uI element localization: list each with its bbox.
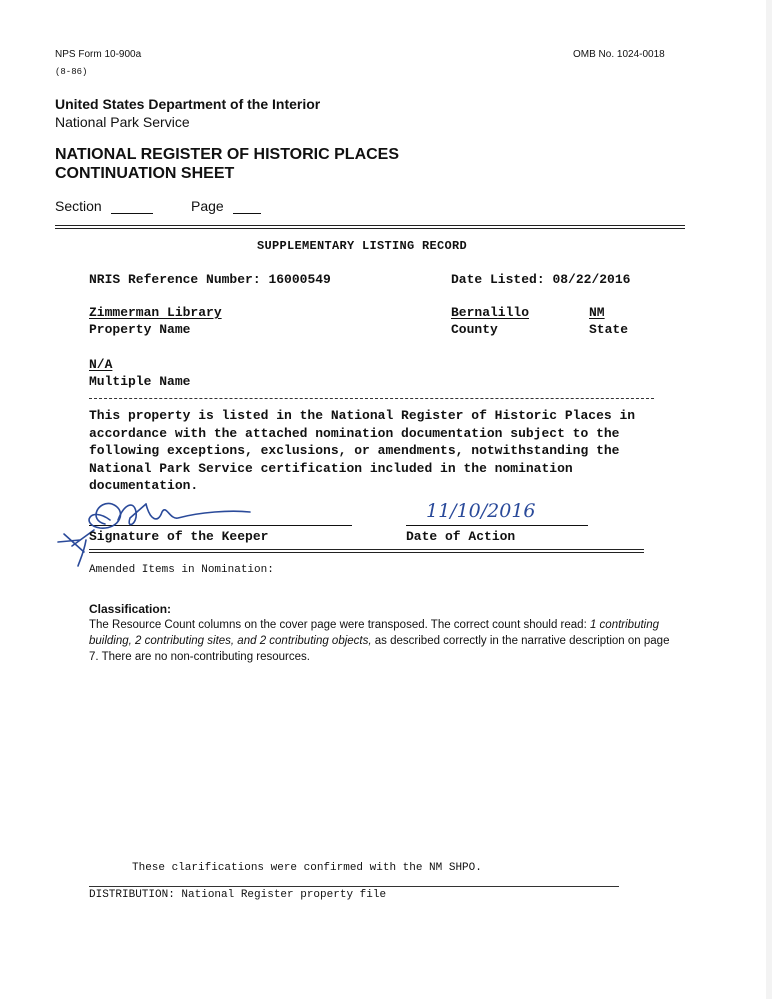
date-listed-value: 08/22/2016: [552, 272, 631, 287]
state-value: NM: [589, 305, 605, 320]
header-divider: [55, 225, 685, 229]
classification-italic-text: 1 contributing: [589, 619, 660, 631]
statement-divider: [89, 398, 654, 399]
record-heading: SUPPLEMENTARY LISTING RECORD: [257, 239, 468, 253]
property-name-value: Zimmerman Library: [89, 305, 222, 320]
classification-line: [89, 617, 669, 633]
department-name: United States Department of the Interior: [55, 96, 321, 112]
form-date: (8-86): [55, 67, 88, 77]
classification-line-text: as described correctly in the narrative description on page: [374, 635, 670, 647]
section-blank: [111, 213, 153, 214]
record-divider: [89, 549, 644, 553]
page-label: Page: [191, 198, 224, 214]
multiple-name-label: Multiple Name: [89, 374, 191, 389]
register-title: NATIONAL REGISTER OF HISTORIC PLACES: [55, 146, 400, 163]
date-of-action-label: Date of Action: [406, 529, 516, 544]
page-edge: [766, 0, 772, 999]
section-label: Section: [55, 198, 102, 214]
statement-line: National Park Service certification included in the nomination: [89, 460, 573, 476]
amended-items-label: Amended Items in Nomination:: [89, 564, 274, 576]
nris-value: 16000549: [268, 272, 331, 287]
date-listed: [451, 272, 630, 287]
statement-line: accordance with the attached nomination documentation subject to the: [89, 425, 620, 441]
classification-italic-text: building, 2 contributing sites, and 2 contributing objects,: [89, 635, 372, 647]
county-label: County: [451, 322, 498, 337]
multiple-name-value: N/A: [89, 357, 113, 372]
signature-label: Signature of the Keeper: [89, 529, 269, 544]
distribution-line: [89, 886, 619, 887]
listing-statement: [89, 407, 635, 495]
date-listed-label: Date Listed:: [451, 272, 545, 287]
property-name-label: Property Name: [89, 322, 191, 337]
classification-line: 7. There are no non-contributing resources.: [89, 651, 310, 663]
state-label: State: [589, 322, 629, 337]
date-line: [406, 525, 588, 526]
nris-label: NRIS Reference Number:: [89, 272, 261, 287]
page-blank: [233, 213, 261, 214]
statement-line: documentation.: [89, 478, 199, 493]
nris-reference: [89, 272, 331, 287]
classification-line: [89, 633, 669, 649]
clarification-note: These clarifications were confirmed with the NM SHPO.: [132, 862, 482, 874]
distribution-note: DISTRIBUTION: National Register property file: [89, 889, 387, 901]
classification-line-text: The Resource Count columns on the cover page were transposed. The correct count should read:: [89, 619, 587, 631]
page-field: [191, 198, 261, 214]
handwritten-action-date: 11/10/2016: [426, 500, 536, 522]
continuation-title: CONTINUATION SHEET: [55, 165, 235, 182]
statement-line: This property is listed in the National Register of Historic Places in: [89, 408, 636, 423]
service-name: National Park Service: [55, 114, 190, 130]
classification-heading: Classification:: [89, 602, 172, 616]
county-value: Bernalillo: [451, 305, 530, 320]
statement-line: following exceptions, exclusions, or amendments, notwithstanding the: [89, 443, 620, 458]
classification-text: [89, 617, 669, 665]
form-number: NPS Form 10-900a: [55, 49, 142, 60]
omb-number: OMB No. 1024-0018: [573, 49, 665, 60]
section-field: [55, 198, 153, 214]
